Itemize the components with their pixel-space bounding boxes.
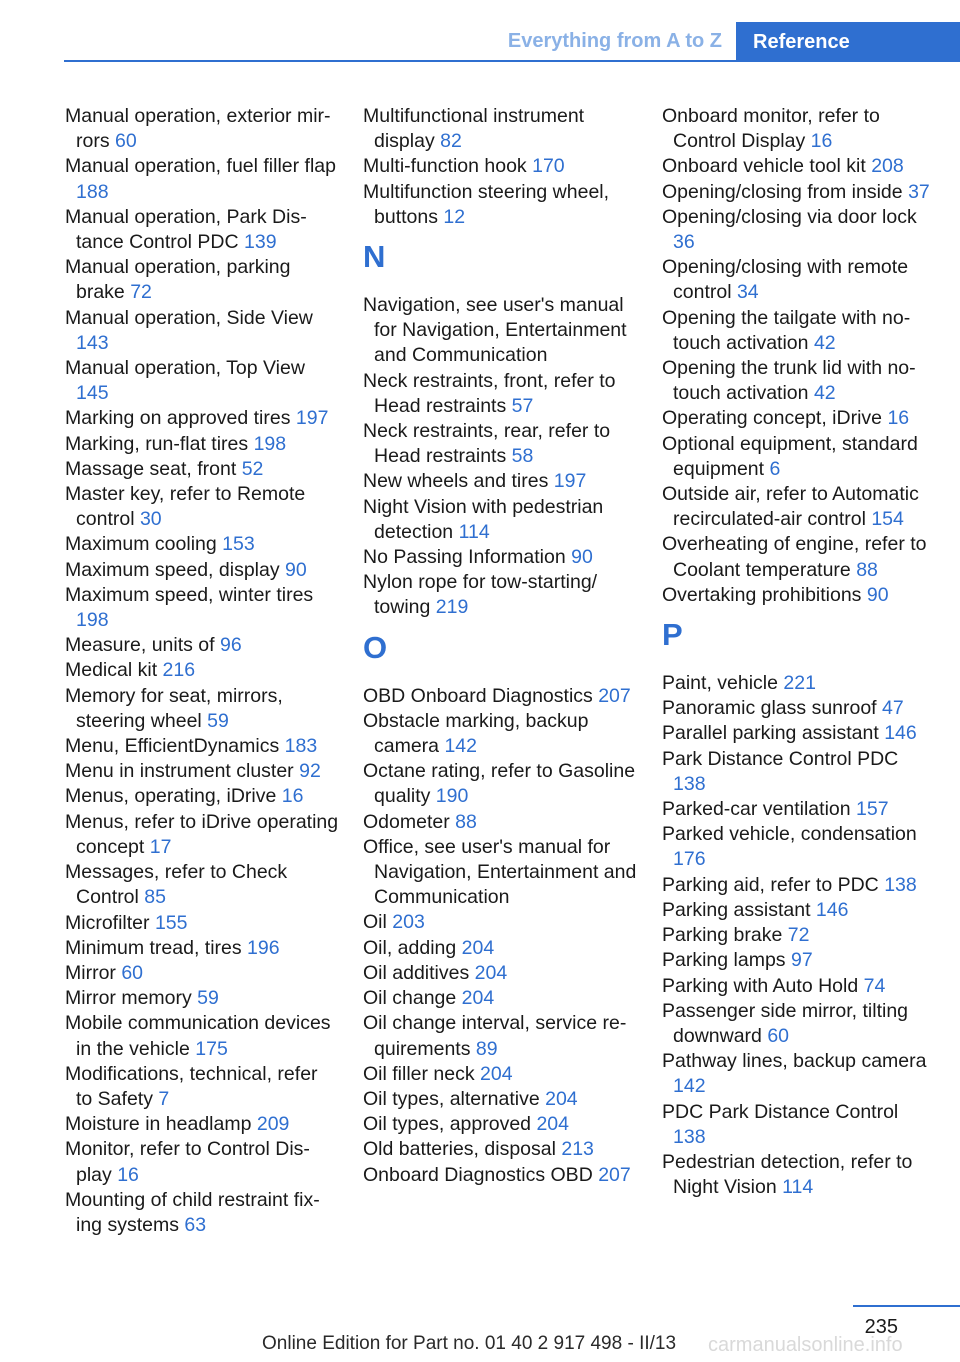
index-entry-text: Marking, run-flat tires [65, 432, 249, 455]
index-entry [662, 482, 936, 532]
index-entry-text: Opening the tailgate with no-touch activation [662, 306, 911, 354]
index-entry [363, 570, 637, 620]
index-column-2 [363, 104, 637, 1188]
index-entry [65, 1112, 339, 1137]
index-entry [65, 432, 339, 457]
page-reference-link[interactable]: 90 [285, 558, 307, 581]
index-entry [363, 545, 637, 570]
index-entry-text: Office, see user's manual for Navigation, Entertainment and Communication [363, 835, 637, 909]
page-reference-link[interactable]: 60 [121, 961, 144, 984]
index-entry [65, 154, 339, 204]
index-entry-text: Parked-car ventilation [662, 798, 851, 821]
index-entry [662, 406, 936, 431]
index-entry-text: Oil types, approved [363, 1113, 532, 1136]
index-entry-text: Passenger side mirror, tilting downward [662, 999, 909, 1047]
page-reference-link[interactable]: 57 [511, 394, 534, 417]
index-entry-text: Pedestrian detection, refer to Night Vision [662, 1150, 913, 1199]
page-reference-link[interactable]: 92 [299, 760, 321, 783]
index-entry-text: Measure, units of [65, 634, 215, 657]
index-entry-text: Manual operation, Side View [65, 306, 313, 329]
index-entry [363, 986, 637, 1011]
page-reference-link[interactable]: 153 [222, 533, 255, 556]
page-reference-link[interactable]: 42 [813, 331, 836, 354]
index-entry-text: Oil, adding [363, 936, 457, 959]
index-entry [662, 797, 936, 822]
index-entry [363, 1062, 637, 1087]
page-reference-link[interactable]: 207 [598, 684, 631, 707]
page-reference-link[interactable]: 96 [220, 634, 242, 657]
index-entry [662, 974, 936, 999]
index-entry [65, 986, 339, 1011]
index-entry-text: Parallel parking assistant [662, 722, 879, 745]
index-entry [662, 432, 936, 482]
footer-rule [853, 1305, 960, 1307]
index-entry-text: Microfilter [65, 911, 150, 934]
index-entry-text: Medical kit [65, 659, 158, 682]
page-reference-link[interactable]: 203 [392, 911, 425, 934]
index-entry [363, 936, 637, 961]
index-entry [662, 154, 936, 179]
page-reference-link[interactable]: 85 [144, 886, 166, 909]
index-entry-text: Manual operation, parking brake [65, 256, 291, 304]
index-entry-text: Onboard Diagnostics OBD [363, 1163, 593, 1186]
page-reference-link[interactable]: 145 [76, 382, 109, 405]
page-reference-link[interactable]: 89 [475, 1037, 498, 1060]
page-reference-link[interactable]: 7 [158, 1087, 170, 1110]
index-entry [363, 1011, 637, 1061]
page-reference-link[interactable]: 59 [207, 709, 229, 732]
index-entry-text: Opening/closing from inside [662, 180, 903, 203]
page-reference-link[interactable]: 154 [871, 508, 904, 531]
page-reference-link[interactable]: 30 [139, 508, 162, 531]
index-entry [662, 1049, 936, 1099]
page-reference-link[interactable]: 37 [908, 180, 930, 203]
index-entry [662, 822, 936, 872]
index-entry-text: Opening/closing via door lock [662, 205, 917, 228]
index-entry [363, 180, 637, 230]
index-entry [65, 1137, 339, 1187]
index-entry-text: Parking aid, refer to PDC [662, 873, 879, 896]
page-reference-link[interactable]: 157 [856, 798, 889, 821]
index-entry [662, 696, 936, 721]
page-reference-link[interactable]: 47 [882, 697, 904, 720]
page-reference-link[interactable]: 196 [247, 936, 280, 959]
page-reference-link[interactable]: 59 [197, 987, 219, 1010]
index-entry-text: Mounting of child restraint fixing systems [65, 1188, 320, 1236]
index-entry-text: Master key, refer to Remote control [65, 483, 306, 531]
index-entry [662, 747, 936, 797]
page-reference-link[interactable]: 219 [435, 596, 469, 619]
index-entry [65, 684, 339, 734]
page-reference-link[interactable]: 139 [244, 231, 277, 254]
page-reference-link[interactable]: 63 [184, 1213, 207, 1236]
index-entry-text: Opening/closing with remote control [662, 256, 909, 304]
index-entry-text: Menu, EfficientDynamics [65, 735, 280, 758]
index-entry-text: Massage seat, front [65, 457, 237, 480]
header-section-title: Everything from A to Z [507, 30, 722, 52]
index-entry-text: Monitor, refer to Control Display [65, 1138, 310, 1186]
index-entry-text: Obstacle marking, backup camera [363, 709, 589, 758]
page-reference-link[interactable]: 155 [154, 911, 188, 934]
page-reference-link[interactable]: 88 [455, 810, 477, 833]
index-entry [363, 684, 637, 709]
page-reference-link[interactable]: 198 [76, 609, 109, 632]
index-entry [662, 532, 936, 582]
index-entry [363, 910, 637, 935]
index-entry [662, 356, 936, 406]
index-entry [65, 457, 339, 482]
index-entry [65, 759, 339, 784]
page-reference-link[interactable]: 175 [195, 1037, 228, 1060]
index-entry [65, 558, 339, 583]
index-entry-text: Old batteries, disposal [363, 1138, 556, 1161]
watermark: carmanualsonline.info [708, 1334, 903, 1356]
index-entry-text: No Passing Information [363, 546, 566, 569]
index-entry-text: Maximum speed, display [65, 558, 280, 581]
index-entry [662, 1150, 936, 1200]
index-entry-text: Mobile communication devices in the vehicle [65, 1012, 331, 1060]
index-entry [363, 1087, 637, 1112]
index-entry-text: Navigation, see user's manual for Navigation, Entertainment and Communication [363, 294, 627, 367]
index-entry [65, 1188, 339, 1238]
page-reference-link[interactable]: 204 [545, 1087, 578, 1110]
page-reference-link[interactable]: 138 [884, 873, 917, 896]
index-entry [65, 911, 339, 936]
page-reference-link[interactable]: 213 [561, 1138, 594, 1161]
page-reference-link[interactable]: 198 [253, 432, 287, 455]
header-rule [64, 60, 960, 62]
page-reference-link[interactable]: 72 [130, 281, 152, 304]
index-entry [363, 1137, 637, 1162]
header-reference-tab: Reference [736, 22, 960, 62]
index-entry [662, 671, 936, 696]
page-reference-link[interactable]: 208 [871, 155, 904, 178]
index-entry [65, 734, 339, 759]
index-entry-text: Overheating of engine, refer to Coolant temperature [662, 533, 927, 581]
page-reference-link[interactable]: 197 [295, 407, 329, 430]
index-entry [65, 961, 339, 986]
page-reference-link[interactable]: 138 [673, 1125, 706, 1148]
page-reference-link[interactable]: 170 [532, 155, 565, 178]
index-entry [662, 255, 936, 305]
page-reference-link[interactable]: 88 [856, 558, 878, 581]
index-entry-text: Oil types, alternative [363, 1087, 540, 1110]
index-entry-text: Multi-function hook [363, 155, 527, 178]
page-reference-link[interactable]: 74 [863, 974, 886, 997]
page-reference-link[interactable]: 207 [598, 1163, 631, 1186]
index-entry [662, 898, 936, 923]
index-entry-text: Multifunctional instrument display [363, 105, 585, 153]
page-reference-link[interactable]: 72 [787, 924, 810, 947]
index-entry [363, 369, 637, 419]
index-entry-text: Overtaking prohibitions [662, 583, 862, 606]
index-entry [65, 255, 339, 305]
page-reference-link[interactable]: 204 [461, 936, 495, 959]
page-reference-link[interactable]: 90 [866, 583, 889, 606]
page-reference-link[interactable]: 36 [673, 231, 695, 254]
page-reference-link[interactable]: 52 [241, 457, 264, 480]
index-entry-text: Manual operation, Top View [65, 357, 305, 380]
index-entry [662, 104, 936, 154]
index-letter-heading: N [363, 239, 386, 275]
index-entry [662, 923, 936, 948]
index-entry [363, 469, 637, 494]
index-entry-text: Parking assistant [662, 898, 811, 921]
page-reference-link[interactable]: 209 [256, 1113, 290, 1136]
index-entry [363, 759, 637, 809]
index-entry-text: Manual operation, exterior mirrors [65, 105, 331, 153]
index-entry-text: Memory for seat, mirrors, steering wheel [65, 684, 283, 732]
index-entry [363, 154, 637, 179]
index-entry [363, 961, 637, 986]
page-reference-link[interactable]: 16 [887, 407, 910, 430]
page-reference-link[interactable]: 142 [444, 735, 477, 758]
index-entry [662, 948, 936, 973]
page-reference-link[interactable]: 17 [149, 835, 172, 858]
index-entry [65, 306, 339, 356]
page-reference-link[interactable]: 190 [435, 785, 469, 808]
index-entry [662, 180, 936, 205]
index-entry-text: OBD Onboard Diagnostics [363, 684, 593, 707]
index-entry-text: Neck restraints, rear, refer to Head restraints [363, 420, 611, 468]
page-reference-link[interactable]: 16 [281, 785, 304, 808]
index-entry-text: Oil additives [363, 961, 470, 984]
page-reference-link[interactable]: 146 [815, 898, 849, 921]
index-entry-text: Menus, operating, iDrive [65, 785, 277, 808]
index-entry-text: Pathway lines, backup camera [662, 1050, 927, 1073]
index-entry-text: Nylon rope for tow-starting/ towing [363, 571, 598, 619]
index-entry [662, 721, 936, 746]
page-reference-link[interactable]: 197 [553, 470, 587, 493]
index-letter-heading: O [363, 629, 388, 665]
index-entry-text: Manual operation, fuel filler flap [65, 155, 336, 178]
index-entry [363, 419, 637, 469]
index-letter-heading: P [662, 617, 683, 653]
index-entry-text: Optional equipment, standard equipment [662, 432, 918, 480]
page-reference-link[interactable]: 90 [571, 546, 593, 569]
page-reference-link[interactable]: 221 [783, 672, 816, 695]
index-entry [363, 810, 637, 835]
index-entry [363, 495, 637, 545]
index-entry-text: Onboard monitor, refer to Control Display [662, 105, 880, 153]
index-entry-text: Neck restraints, front, refer to Head restraints [363, 369, 616, 417]
index-entry-text: Paint, vehicle [662, 672, 778, 695]
index-entry-text: Moisture in headlamp [65, 1113, 252, 1136]
index-entry-text: Odometer [363, 810, 450, 833]
index-entry-text: Night Vision with pedestrian detection [363, 495, 604, 543]
edition-note: Online Edition for Part no. 01 40 2 917 498 - II/13 [262, 1333, 677, 1354]
page-reference-link[interactable]: 138 [673, 772, 706, 795]
index-entry-text: Menus, refer to iDrive operating concept [65, 810, 339, 858]
page-reference-link[interactable]: 114 [782, 1176, 814, 1199]
index-entry-text: Oil [363, 911, 387, 934]
page-reference-link[interactable]: 216 [162, 659, 196, 682]
page-reference-link[interactable]: 60 [115, 130, 137, 153]
index-entry-text: New wheels and tires [363, 470, 549, 493]
index-entry [662, 205, 936, 255]
index-column-3 [662, 104, 936, 1200]
page-number: 235 [864, 1316, 898, 1338]
index-entry-text: Marking on approved tires [65, 407, 291, 430]
index-entry-text: Messages, refer to Check Control [65, 861, 288, 909]
index-entry [65, 810, 339, 860]
index-entry [65, 482, 339, 532]
index-entry-text: Outside air, refer to Automatic recirculated-air control [662, 483, 919, 531]
page-reference-link[interactable]: 34 [736, 281, 759, 304]
page-reference-link[interactable]: 82 [440, 130, 462, 153]
page-reference-link[interactable]: 16 [810, 130, 833, 153]
index-entry [65, 406, 339, 431]
index-entry-text: Operating concept, iDrive [662, 407, 883, 430]
index-entry [363, 709, 637, 759]
index-entry-text: Mirror [65, 961, 116, 984]
page-header [0, 0, 960, 62]
index-entry-text: Multifunction steering wheel, buttons [363, 180, 610, 228]
page-reference-link[interactable]: 114 [458, 520, 490, 543]
index-entry-text: Parking lamps [662, 949, 786, 972]
page-reference-link[interactable]: 58 [511, 445, 534, 468]
index-entry-text: PDC Park Distance Control [662, 1100, 899, 1123]
index-entry-text: Minimum tread, tires [65, 936, 242, 959]
page-reference-link[interactable]: 176 [673, 848, 706, 871]
index-entry [65, 860, 339, 910]
page-reference-link[interactable]: 143 [76, 331, 109, 354]
page-reference-link[interactable]: 188 [76, 180, 109, 203]
index-entry-text: Parked vehicle, condensation [662, 823, 917, 846]
index-entry-text: Oil change interval, service requirements [363, 1012, 627, 1060]
page-reference-link[interactable]: 204 [480, 1062, 513, 1085]
index-entry [65, 784, 339, 809]
index-entry [662, 306, 936, 356]
index-entry [65, 205, 339, 255]
index-entry [65, 356, 339, 406]
page-reference-link[interactable]: 204 [536, 1113, 569, 1136]
index-entry-text: Park Distance Control PDC [662, 747, 899, 770]
index-entry-text: Maximum speed, winter tires [65, 583, 314, 606]
index-entry-text: Octane rating, refer to Gasoline quality [363, 760, 636, 808]
page-reference-link[interactable]: 204 [474, 961, 508, 984]
index-entry [65, 532, 339, 557]
index-entry-text: Opening the trunk lid with no-touch activation [662, 357, 916, 405]
page-reference-link[interactable]: 42 [813, 382, 836, 405]
index-entry [65, 104, 339, 154]
index-entry-text: Oil change [363, 987, 457, 1010]
page-reference-link[interactable]: 12 [443, 205, 466, 228]
page-reference-link[interactable]: 97 [790, 949, 813, 972]
index-column-1 [65, 104, 339, 1238]
index-entry [65, 1062, 339, 1112]
page-reference-link[interactable]: 146 [884, 722, 917, 745]
index-entry-text: Parking brake [662, 924, 783, 947]
page-reference-link[interactable]: 16 [117, 1163, 139, 1186]
index-entry-text: Mirror memory [65, 987, 192, 1010]
index-entry [65, 583, 339, 633]
index-entry [363, 293, 637, 369]
index-entry [363, 104, 637, 154]
index-entry [662, 1100, 936, 1150]
index-entry-text: Parking with Auto Hold [662, 974, 859, 997]
index-entry-text: Modifications, technical, refer to Safety [65, 1062, 318, 1110]
index-entry [65, 633, 339, 658]
index-entry-text: Onboard vehicle tool kit [662, 155, 866, 178]
page-reference-link[interactable]: 183 [284, 735, 318, 758]
page-reference-link[interactable]: 60 [767, 1024, 790, 1047]
page-reference-link[interactable]: 142 [673, 1075, 706, 1098]
index-entry-text: Oil filler neck [363, 1062, 475, 1085]
page-reference-link[interactable]: 204 [461, 987, 495, 1010]
index-entry [662, 873, 936, 898]
index-entry [662, 999, 936, 1049]
index-entry [65, 658, 339, 683]
index-entry [662, 583, 936, 608]
index-entry [363, 1112, 637, 1137]
index-entry [363, 835, 637, 911]
index-entry-text: Manual operation, Park Distance Control PDC [65, 205, 307, 254]
page-reference-link[interactable]: 6 [769, 457, 781, 480]
index-entry-text: Panoramic glass sunroof [662, 697, 877, 720]
index-entry [65, 936, 339, 961]
index-entry-text: Maximum cooling [65, 533, 217, 556]
index-entry [65, 1011, 339, 1061]
index-entry-text: Menu in instrument cluster [65, 760, 294, 783]
index-entry [363, 1163, 637, 1188]
